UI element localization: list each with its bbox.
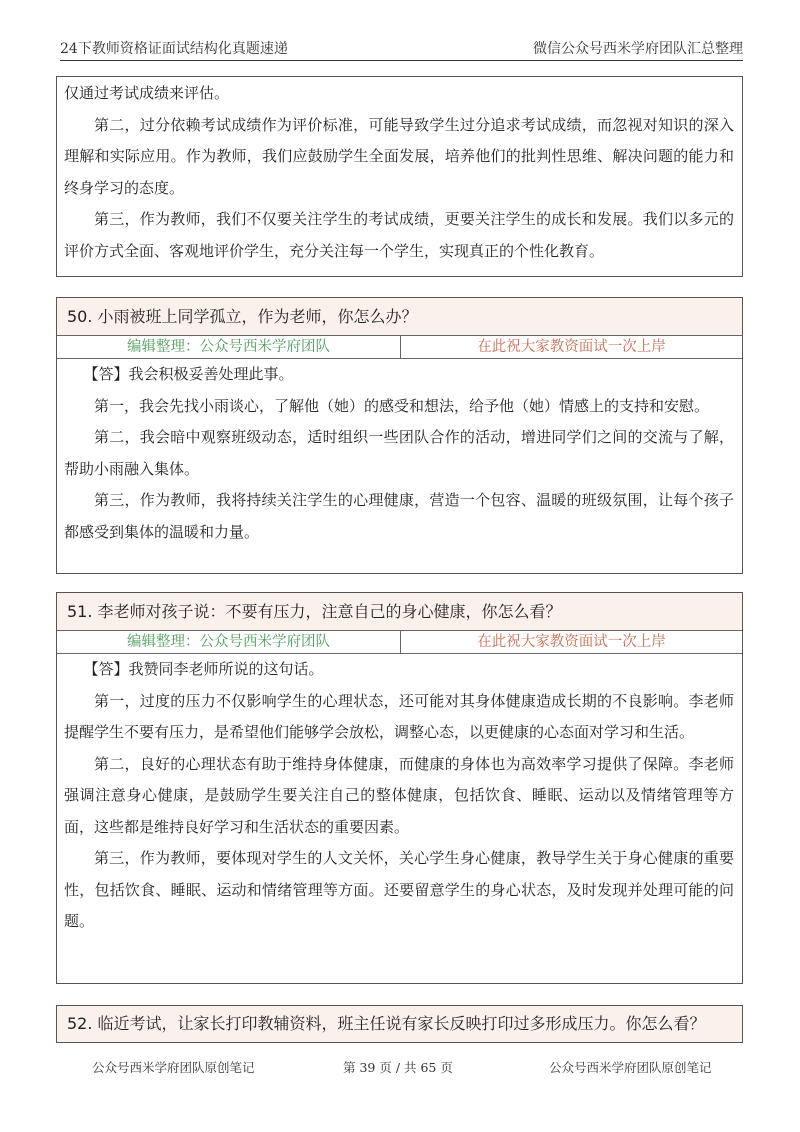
question-title: 50. 小雨被班上同学孤立，作为老师，你怎么办？ xyxy=(57,298,742,336)
footer-right-note: 公众号西米学府团队原创笔记 xyxy=(549,1060,712,1075)
page-footer xyxy=(0,1058,800,1078)
question-title: 51. 李老师对孩子说：不要有压力，注意自己的身心健康，你怎么看？ xyxy=(57,593,742,631)
page-header xyxy=(60,36,743,61)
answer-paragraph: 第三，作为教师，我们不仅要关注学生的考试成绩，更要关注学生的成长和发展。我们以多元的评价方式全面、客观地评价学生，充分关注每一个学生，实现真正的个性化教育。 xyxy=(64,210,734,260)
header-title: 24下教师资格证面试结构化真题速递 xyxy=(60,41,288,57)
credit-wish: 在此祝大家教资面试一次上岸 xyxy=(477,634,666,650)
question-box-52 xyxy=(56,1005,743,1043)
footer-left-note: 公众号西米学府团队原创笔记 xyxy=(92,1060,255,1075)
answer-paragraph: 仅通过考试成绩来评估。 xyxy=(64,84,230,102)
answer-box-continued xyxy=(56,76,743,277)
question-box-50 xyxy=(56,297,743,574)
credit-wish: 在此祝大家教资面试一次上岸 xyxy=(477,339,666,355)
credit-editor: 编辑整理：公众号西米学府团队 xyxy=(57,336,401,358)
answer-paragraph: 第二，过分依赖考试成绩作为评价标准，可能导致学生过分追求考试成绩，而忽视对知识的深入理解和实际应用。作为教师，我们应鼓励学生全面发展，培养他们的批判性思维、解决问题的能力和终身学习的态度。 xyxy=(64,115,734,197)
answer-paragraph: 第二，我会暗中观察班级动态，适时组织一些团队合作的活动，增进同学们之间的交流与了解，帮助小雨融入集体。 xyxy=(64,428,734,478)
question-box-51 xyxy=(56,592,743,984)
answer-lead: 【答】我会积极妥善处理此事。 xyxy=(83,365,294,383)
answer-paragraph: 第一，我会先找小雨谈心，了解他（她）的感受和想法，给予他（她）情感上的支持和安慰。 xyxy=(94,396,710,415)
answer-paragraph: 第三，作为教师，要体现对学生的人文关怀，关心学生身心健康，教导学生关于身心健康的重要性，包括饮食、睡眠、运动和情绪管理等方面。还要留意学生的身心状态，及时发现并处理可能的问题。 xyxy=(64,849,734,930)
answer-paragraph: 第二，良好的心理状态有助于维持身体健康，而健康的身体也为高效率学习提供了保障。李老师强调注意身心健康，是鼓励学生要关注自己的整体健康，包括饮食、睡眠、运动以及情绪管理等方面，这些都是维持良好学习和生活状态的重要因素。 xyxy=(64,754,734,836)
header-source: 微信公众号西米学府团队汇总整理 xyxy=(533,41,743,57)
answer-body xyxy=(57,359,742,548)
answer-body xyxy=(57,654,742,938)
question-title: 52. 临近考试，让家长打印教辅资料，班主任说有家长反映打印过多形成压力。你怎么看？ xyxy=(57,1006,742,1042)
answer-body xyxy=(57,77,742,267)
credit-editor: 编辑整理：公众号西米学府团队 xyxy=(57,631,401,653)
page-number: 第 39 页 / 共 65 页 xyxy=(343,1060,453,1075)
answer-paragraph: 第三，作为教师，我将持续关注学生的心理健康，营造一个包容、温暖的班级氛围，让每个孩子都感受到集体的温暖和力量。 xyxy=(64,491,734,541)
credit-row xyxy=(57,336,742,359)
answer-lead: 【答】我赞同李老师所说的这句话。 xyxy=(83,660,324,678)
answer-paragraph: 第一，过度的压力不仅影响学生的心理状态，还可能对其身体健康造成长期的不良影响。李老师提醒学生不要有压力，是希望他们能够学会放松，调整心态，以更健康的心态面对学习和生活。 xyxy=(64,691,734,741)
credit-row xyxy=(57,631,742,654)
